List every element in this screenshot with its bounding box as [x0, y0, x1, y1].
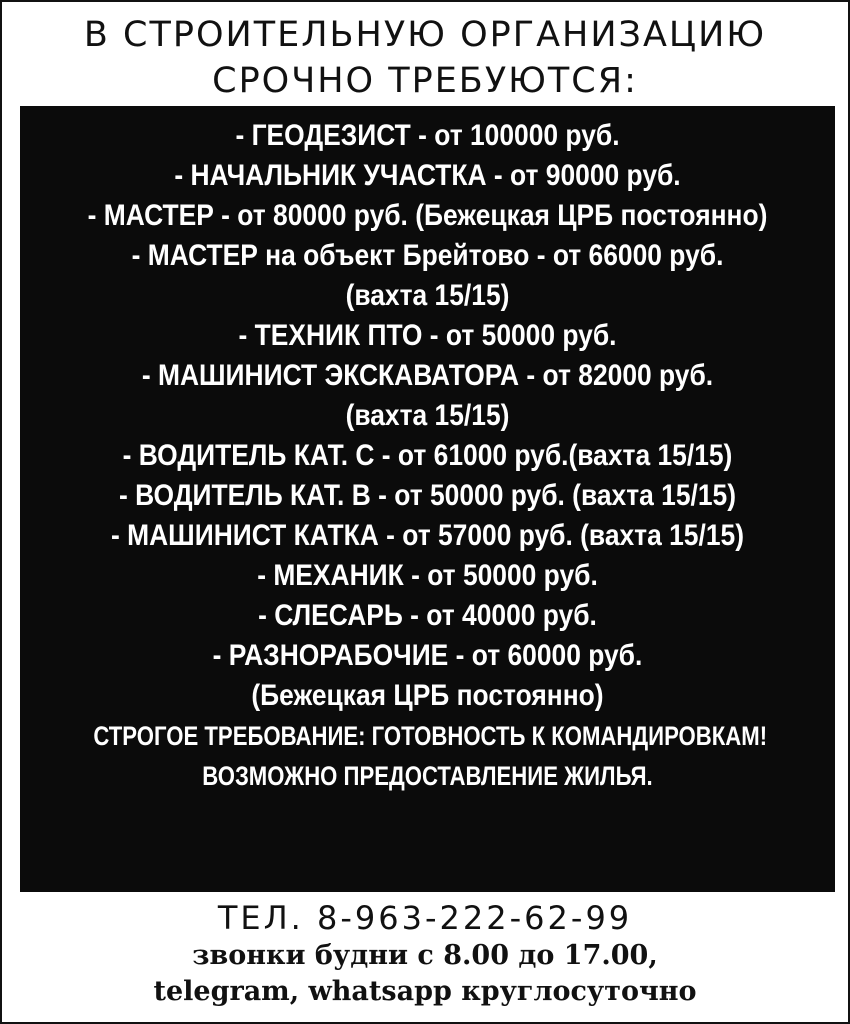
contact-footer	[2, 898, 848, 1010]
vacancy-foreman-breitovo: - МАСТЕР на объект Брейтово - от 66000 руб.	[131, 239, 724, 272]
vacancy-foreman-bezhetsk: - МАСТЕР - от 80000 руб. (Бежецкая ЦРБ постоянно)	[87, 199, 768, 232]
vacancy-laborers: - РАЗНОРАБОЧИЕ - от 60000 руб.	[212, 639, 643, 672]
call-hours: звонки будни с 8.00 до 17.00,	[192, 940, 658, 971]
vacancy-excavator-operator-shift: (вахта 15/15)	[345, 399, 510, 432]
vacancy-mechanic: - МЕХАНИК - от 50000 руб.	[257, 559, 598, 592]
vacancy-site-manager: - НАЧАЛЬНИК УЧАСТКА - от 90000 руб.	[174, 159, 681, 192]
requirement-business-trips: СТРОГОЕ ТРЕБОВАНИЕ: ГОТОВНОСТЬ К КОМАНДИРОВКАМ!	[93, 721, 768, 751]
vacancy-driver-cat-b: - ВОДИТЕЛЬ КАТ. В - от 50000 руб. (вахта 15/15)	[118, 479, 737, 512]
vacancy-foreman-breitovo-shift: (вахта 15/15)	[345, 279, 510, 312]
vacancy-roller-operator: - МАШИНИСТ КАТКА - от 57000 руб. (вахта 15/15)	[111, 519, 744, 552]
header-line-1: В СТРОИТЕЛЬНУЮ ОРГАНИЗАЦИЮ	[83, 15, 767, 55]
vacancy-list	[20, 106, 835, 796]
phone-number: ТЕЛ. 8-963-222-62-99	[217, 899, 633, 937]
vacancy-geodesist: - ГЕОДЕЗИСТ - от 100000 руб.	[235, 119, 620, 152]
vacancy-pto-technician: - ТЕХНИК ПТО - от 50000 руб.	[238, 319, 617, 352]
vacancy-excavator-operator: - МАШИНИСТ ЭКСКАВАТОРА - от 82000 руб.	[141, 359, 714, 392]
housing-note: ВОЗМОЖНО ПРЕДОСТАВЛЕНИЕ ЖИЛЬЯ.	[202, 761, 653, 791]
messenger-availability: telegram, whatsapp круглосуточно	[153, 976, 697, 1007]
ad-header	[2, 12, 848, 104]
vacancy-laborers-location: (Бежецкая ЦРБ постоянно)	[251, 679, 604, 712]
vacancy-locksmith: - СЛЕСАРЬ - от 40000 руб.	[258, 599, 597, 632]
vacancy-driver-cat-c: - ВОДИТЕЛЬ КАТ. С - от 61000 руб.(вахта 15/15)	[122, 439, 733, 472]
header-line-2: СРОЧНО ТРЕБУЮТСЯ:	[212, 61, 638, 101]
vacancies-panel	[20, 106, 835, 892]
